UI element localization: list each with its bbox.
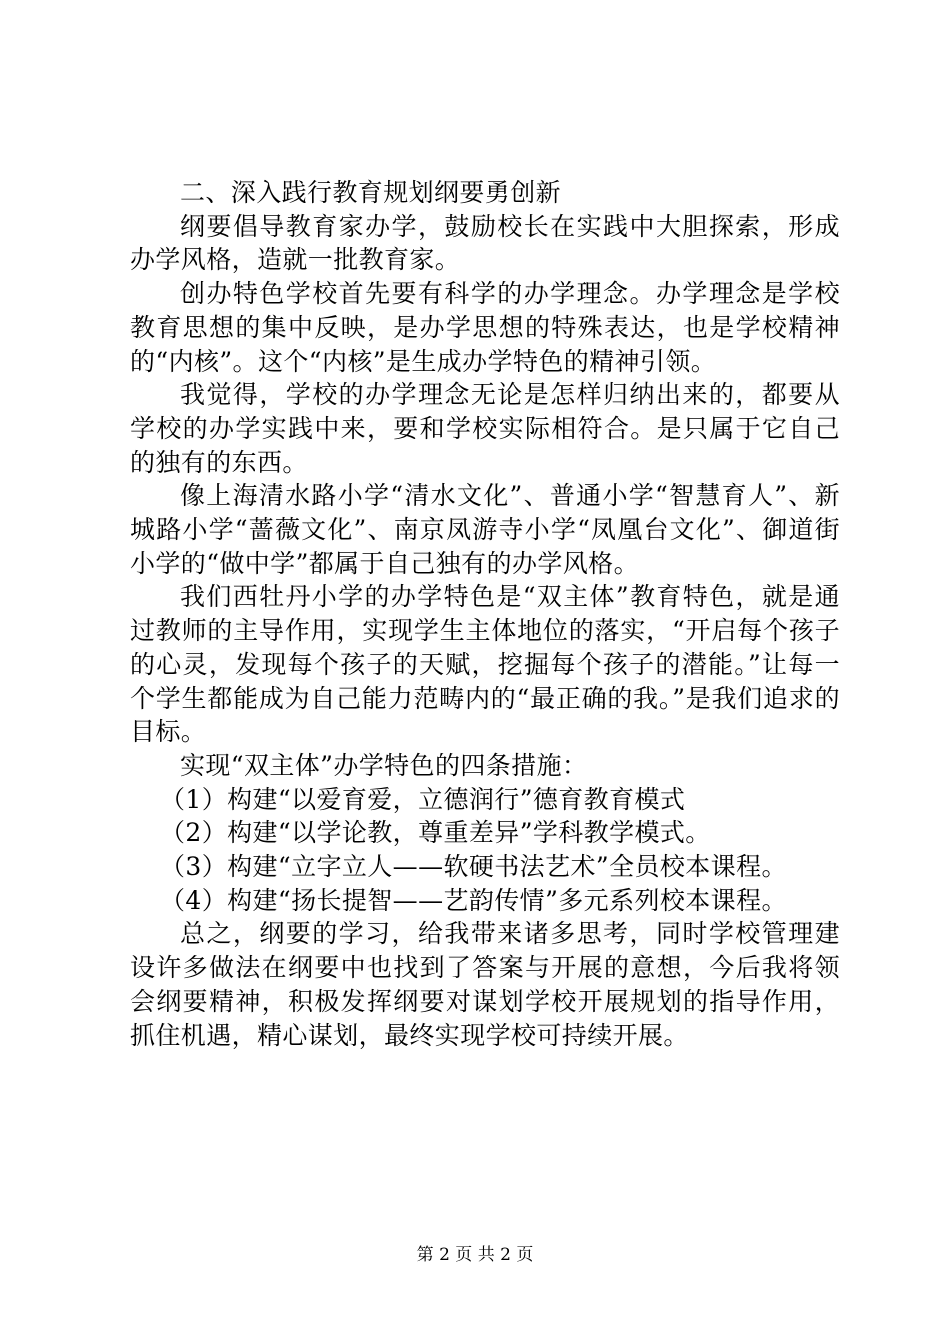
measure-item: （3）构建“立字立人——软硬书法艺术”全员校本课程。 bbox=[160, 852, 787, 882]
body-paragraph: 实现“双主体”办学特色的四条措施： bbox=[180, 750, 588, 780]
body-paragraph: 我们西牡丹小学的办学特色是“双主体”教育特色，就是通过教师的主导作用，实现学生主体地位的落实，“开启每个孩子的心灵，发现每个孩子的天赋，挖掘每个孩子的潜能。”让每一个学生都能成为自己能力范畴内的“最正确的我。”是我们追求的目标。 bbox=[130, 582, 840, 747]
page-footer: 第 2 页 共 2 页 bbox=[416, 1245, 534, 1265]
measure-item: （4）构建“扬长提智——艺韵传情”多元系列校本课程。 bbox=[160, 885, 787, 915]
measure-item: （2）构建“以学论教，尊重差异”学科教学模式。 bbox=[160, 818, 711, 848]
body-paragraph: 像上海清水路小学“清水文化”、普通小学“智慧育人”、新城路小学“蔷薇文化”、南京凤游寺小学“凤凰台文化”、御道街小学的“做中学”都属于自己独有的办学风格。 bbox=[130, 481, 840, 578]
body-paragraph: 我觉得，学校的办学理念无论是怎样归纳出来的，都要从学校的办学实践中来，要和学校实际相符合。是只属于它自己的独有的东西。 bbox=[130, 380, 840, 477]
body-paragraph: 纲要倡导教育家办学，鼓励校长在实践中大胆探索，形成办学风格，造就一批教育家。 bbox=[130, 211, 840, 275]
conclusion-paragraph: 总之，纲要的学习，给我带来诸多思考，同时学校管理建设许多做法在纲要中也找到了答案与开展的意想，今后我将领会纲要精神，积极发挥纲要对谋划学校开展规划的指导作用，抓住机遇，精心谋划，最终实现学校可持续开展。 bbox=[130, 919, 840, 1050]
section-heading: 二、深入践行教育规划纲要勇创新 bbox=[180, 178, 562, 207]
body-paragraph: 创办特色学校首先要有科学的办学理念。办学理念是学校教育思想的集中反映，是办学思想的特殊表达，也是学校精神的“内核”。这个“内核”是生成办学特色的精神引领。 bbox=[130, 279, 840, 376]
measure-item: （1）构建“以爱育爱，立德润行”德育教育模式 bbox=[160, 784, 686, 814]
document-body bbox=[130, 176, 840, 1052]
